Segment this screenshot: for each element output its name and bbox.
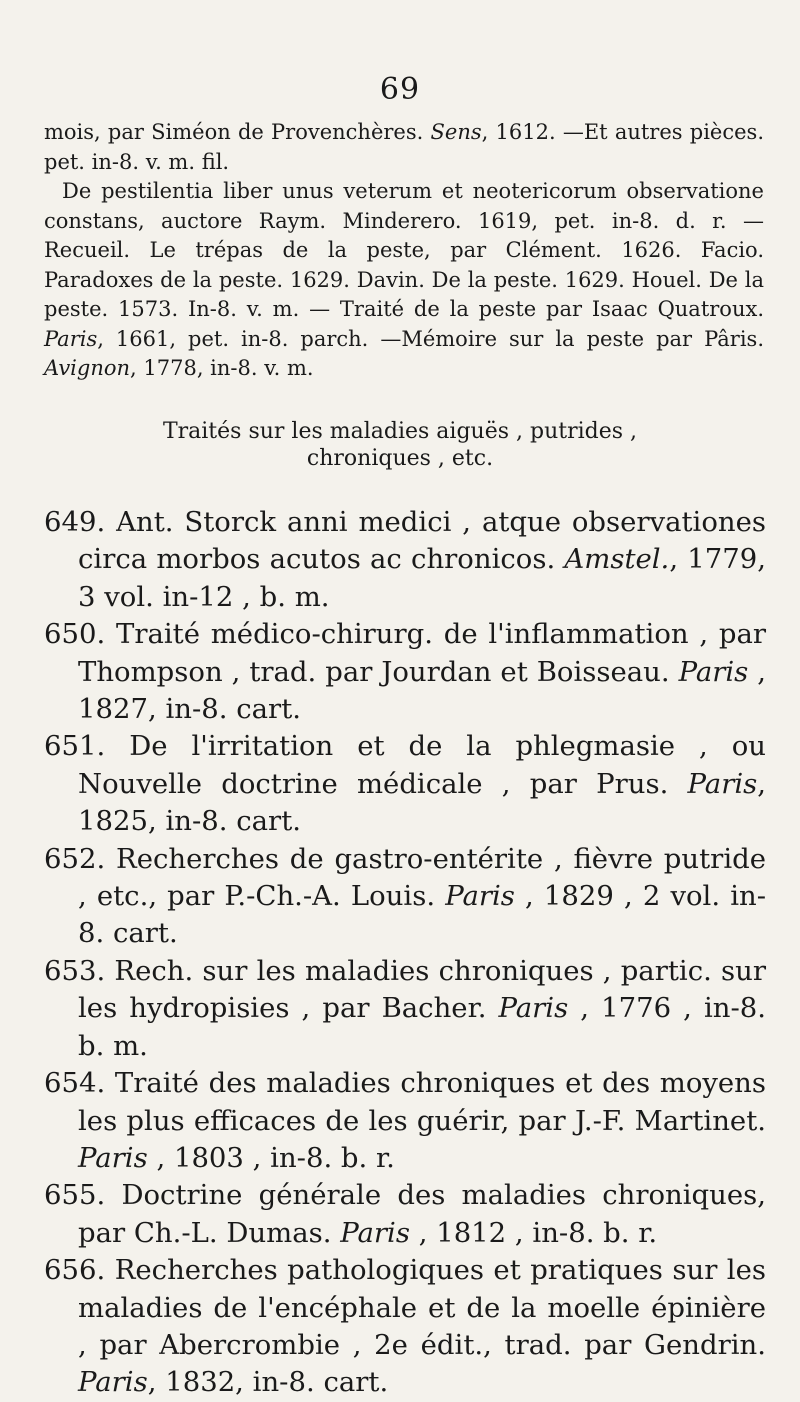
continued-paragraph [44,118,764,177]
catalog-entry [44,1252,766,1402]
entry-publication-details: , 1825, in-8. cart. [78,767,766,838]
paragraph-text: De pestilentia liber unus veterum et neotericorum observatione constans, auctore Raym. Minderero. 1619, pet. in-8. d. r. — Recueil. Le trépas de la peste, par Clément. 1626. Facio. Paradoxes de la peste. 1629. Davin. De la peste. 1629. Houel. De la peste. 1573. In-8. v. m. — Traité de la peste par Isaac Quatroux. [44,179,764,321]
catalog-entry [44,504,766,616]
section-heading [0,418,800,472]
paragraph-text: mois, par Siméon de Provenchères. [44,120,431,144]
section-heading-line: chroniques , etc. [306,446,494,471]
entry-text: Ant. Storck anni medici , atque observationes circa morbos acutos ac chronicos. [78,506,766,576]
city-name: Paris [78,1366,148,1399]
city-name: Paris [498,992,569,1025]
catalog-entry [44,841,766,953]
entry-number: 651. [44,730,106,763]
city-name: Avignon [44,356,131,380]
catalog-entry [44,953,766,1065]
catalog-entry [44,728,766,840]
entry-publication-details: , 1827, in-8. cart. [78,655,766,726]
entry-text: Recherches pathologiques et pratiques sur les maladies de l'encéphale et de la moelle épinière , par Abercrombie , 2e édit., trad. par Gendrin. [78,1254,766,1361]
entry-number: 650. [44,618,106,651]
entry-text: De l'irritation et de la phlegmasie , ou Nouvelle doctrine médicale , par Prus. [78,730,766,800]
entry-publication-details: , 1829 , 2 vol. in-8. cart. [78,880,766,950]
entry-number: 655. [44,1179,106,1212]
city-name: Paris [678,655,749,688]
entry-number: 656. [44,1254,106,1287]
entry-publication-details: , 1776 , in-8. b. m. [78,992,766,1062]
entry-publication-details: , 1832, in-8. cart. [147,1366,389,1399]
city-name: Paris [44,326,98,351]
catalog-entry [44,1065,766,1177]
entry-publication-details: , 1803 , in-8. b. r. [147,1141,395,1174]
catalog-entry [44,1177,766,1252]
entry-number: 653. [44,954,106,987]
entry-number: 654. [44,1067,106,1100]
entry-number: 649. [44,506,106,538]
entry-number: 652. [44,842,106,875]
city-name: Paris [340,1216,410,1249]
paragraph-text: , 1778, in-8. v. m. [130,356,314,380]
city-name: Amstel. [564,543,670,576]
city-name: Paris [687,767,758,800]
plague-works-paragraph [44,177,764,384]
entry-text: Rech. sur les maladies chroniques , partic. sur les hydropisies , par Bacher. [78,954,766,1025]
page-number: 69 [379,72,421,107]
entry-text: Traité médico-chirurg. de l'inflammation , par Thompson , trad. par Jourdan et Boisseau. [78,618,766,688]
city-name: Paris [78,1141,148,1174]
catalog-entry [44,616,766,728]
catalog-entries [44,504,766,1402]
section-heading-line: Traités sur les maladies aiguës , putrides , [162,419,638,444]
entry-publication-details: , 1779, 3 vol. in-12 , b. m. [78,543,766,613]
entry-text: Doctrine générale des maladies chroniques, par Ch.-L. Dumas. [78,1179,766,1249]
entry-text: Recherches de gastro-entérite , fièvre putride , etc., par P.-Ch.-A. Louis. [78,842,766,913]
city-name: Paris [445,880,515,913]
continued-text-block [44,118,764,384]
paragraph-text: , 1612. —Et autres pièces. pet. in-8. v. m. fil. [44,120,764,174]
city-name: Sens [430,120,482,144]
entry-text: Traité des maladies chroniques et des moyens les plus efficaces de les guérir, par J.-F. Martinet. [78,1067,767,1137]
entry-publication-details: , 1812 , in-8. b. r. [409,1216,658,1249]
paragraph-text: , 1661, pet. in-8. parch. —Mémoire sur la peste par Pâris. [97,326,764,351]
